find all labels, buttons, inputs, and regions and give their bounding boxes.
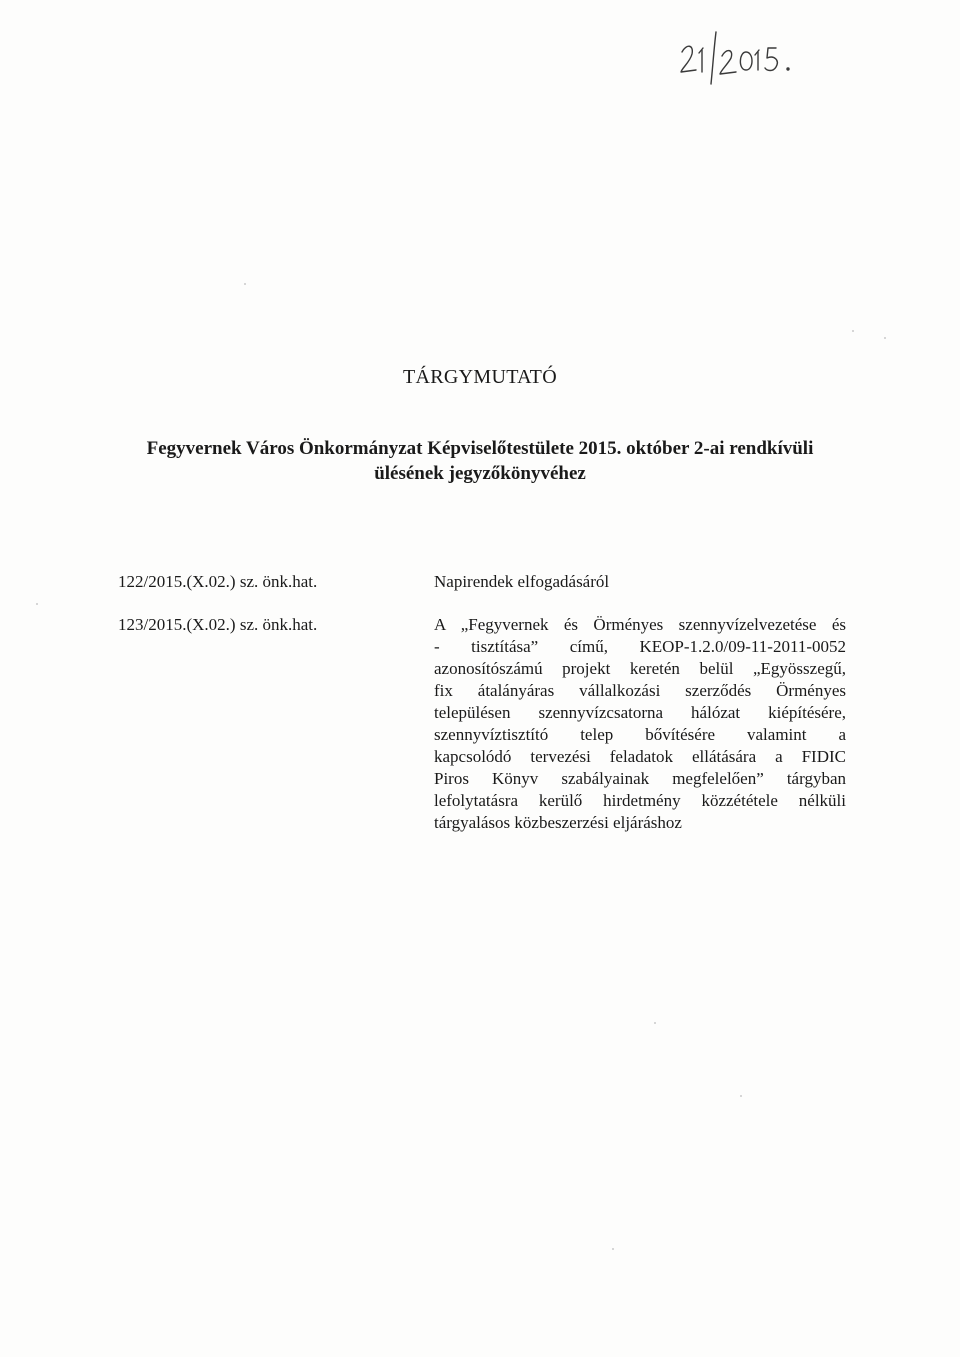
scan-speck [36, 603, 38, 605]
scan-speck [852, 330, 854, 332]
description-line: fix átalányáras vállalkozási szerződés Örményes [434, 681, 846, 700]
description-line: A „Fegyvernek és Örményes szennyvízelvezetése és [434, 615, 846, 634]
page-title: TÁRGYMUTATÓ [403, 366, 557, 388]
description-line: - tisztítása” című, KEOP-1.2.0/09-11-2011-0052 [434, 637, 846, 656]
description-line: településen szennyvízcsatorna hálózat kiépítésére, [434, 703, 846, 722]
description-line: Piros Könyv szabályainak megfelelően” tárgyban [434, 769, 846, 788]
description-line: Napirendek elfogadásáról [434, 572, 610, 591]
resolution-number: 123/2015.(X.02.) sz. önk.hat. [118, 615, 318, 634]
subtitle-line: ülésének jegyzőkönyvéhez [374, 463, 586, 484]
resolution-description [434, 571, 846, 593]
scan-speck [612, 1248, 614, 1250]
description-line: tárgyalásos közbeszerzési eljáráshoz [434, 813, 682, 832]
handwritten-reference-number [676, 22, 806, 88]
scan-speck [884, 337, 886, 339]
handwritten-signature-mark [676, 22, 806, 88]
scan-speck [740, 1095, 742, 1097]
document-subtitle [0, 436, 960, 486]
resolution-description [434, 614, 846, 834]
description-line: lefolytatásra kerülő hirdetmény közzététele nélküli [434, 791, 846, 810]
description-line: szennyvíztisztító telep bővítésére valamint a [434, 725, 846, 744]
description-line: kapcsolódó tervezési feladatok ellátására a FIDIC [434, 747, 846, 766]
resolution-number: 122/2015.(X.02.) sz. önk.hat. [118, 572, 318, 591]
scan-speck [654, 1022, 656, 1024]
scan-speck [244, 283, 246, 285]
description-line: azonosítószámú projekt keretén belül „Egyösszegű, [434, 659, 846, 678]
subtitle-line: Fegyvernek Város Önkormányzat Képviselőtestülete 2015. október 2-ai rendkívüli [146, 438, 814, 459]
